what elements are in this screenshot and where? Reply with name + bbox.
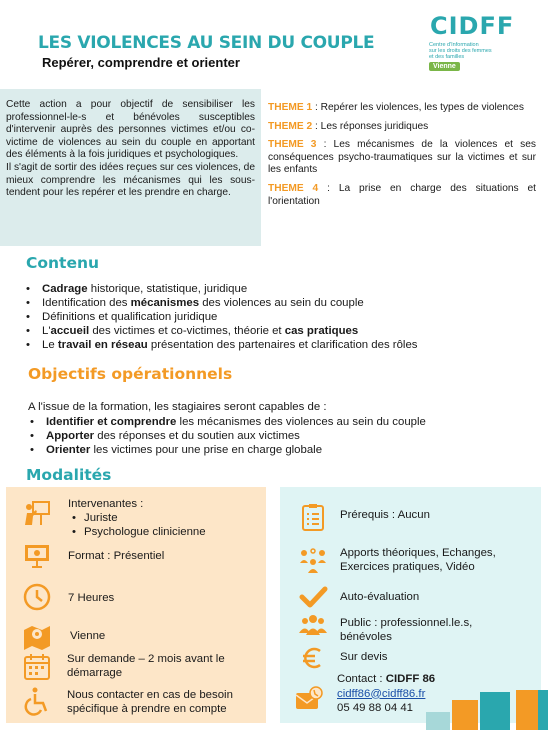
- theme-label: THEME 1: [268, 102, 313, 113]
- intro-paragraph-1: Cette action a pour objectif de sensibiliser les professionnel-le-s et bénévoles susceptibles d'intervenir auprès des personnes victimes et/ou co-victime de violences au sein du couple en apportant des éléments à la fois juridiques et psychologiques.: [6, 99, 255, 161]
- item-text: Définitions et qualification juridique: [42, 311, 218, 323]
- evaluation-text: Auto-évaluation: [340, 591, 420, 603]
- list-item: [30, 429, 426, 443]
- delai-block: [67, 652, 225, 680]
- clock-icon: [22, 582, 52, 612]
- contenu-list: [26, 282, 418, 352]
- page-subtitle: Repérer, comprendre et orienter: [42, 55, 240, 70]
- wheelchair-icon: [22, 686, 52, 716]
- item-text: présentation des partenaires et clarification des rôles: [147, 339, 418, 351]
- lieu-text: Vienne: [70, 630, 106, 642]
- contenu-heading: Contenu: [26, 254, 100, 272]
- contact-name: CIDFF 86: [385, 673, 436, 685]
- list-item: [26, 324, 418, 338]
- group-exchange-icon: [298, 545, 328, 575]
- item-bold: cas pratiques: [284, 325, 359, 337]
- intervenantes-label: Intervenantes :: [68, 498, 144, 510]
- checklist-icon: [298, 502, 328, 532]
- delai-line-1: Sur demande – 2 mois avant le: [67, 653, 225, 665]
- theme-label: THEME 4: [268, 182, 319, 194]
- decorative-bars: [420, 690, 548, 730]
- theme-item: [268, 183, 536, 208]
- list-item: [26, 282, 418, 296]
- public-line-2: bénévoles: [340, 631, 392, 643]
- intro-box: [0, 89, 261, 246]
- theme-sep: :: [312, 120, 321, 132]
- apports-block: [340, 546, 496, 574]
- theme-text: Les réponses juridiques: [320, 120, 429, 132]
- list-item: [26, 310, 418, 324]
- public-line-1: Public : professionnel.le.s,: [340, 617, 473, 629]
- modalites-heading: Modalités: [26, 466, 112, 484]
- logo-wordmark: CIDFF: [430, 12, 515, 40]
- list-item: • Juriste: [68, 511, 206, 525]
- contact-line: [337, 672, 435, 687]
- intervenantes-block: [68, 497, 206, 539]
- logo-tagline-1: Centre d'Information: [429, 42, 479, 48]
- contact-icon: [294, 685, 324, 715]
- duree-text: 7 Heures: [68, 592, 115, 604]
- theme-text: Les mécanismes de la violences et ses conséquences psycho-traumatiques sur la victimes et sur les enfants: [268, 139, 536, 176]
- theme-text: Repérer les violences, les types de violences: [320, 102, 524, 113]
- item-text: L': [42, 325, 51, 337]
- theme-item: [268, 139, 536, 177]
- objectifs-list: [30, 415, 426, 457]
- format-text: Format : Présentiel: [68, 550, 165, 562]
- calendar-icon: [22, 652, 52, 682]
- logo-tagline-2: sur les droits des femmes: [429, 48, 492, 54]
- contact-phone: 05 49 88 04 41: [337, 702, 414, 714]
- theme-label: THEME 3: [268, 139, 317, 151]
- list-item: [30, 443, 426, 457]
- item-bold: accueil: [50, 325, 90, 337]
- theme-sep: :: [312, 102, 321, 113]
- item-text: les mécanismes des violences au sein du couple: [176, 416, 426, 428]
- item-bold: Orienter: [46, 444, 91, 456]
- handicap-line-2: spécifique à prendre en compte: [67, 703, 227, 715]
- list-item: [26, 296, 418, 310]
- item-bold: Cadrage: [42, 283, 88, 295]
- list-item: [26, 338, 418, 352]
- themes-list: [268, 102, 536, 214]
- item-bold: mécanismes: [130, 297, 200, 309]
- list-item: • Psychologue clinicienne: [68, 525, 206, 539]
- apports-line-1: Apports théoriques, Echanges,: [340, 547, 496, 559]
- item-text: des violences au sein du couple: [199, 297, 364, 309]
- handicap-block: [67, 688, 233, 716]
- euro-icon: [298, 643, 328, 673]
- page-title: LES VIOLENCES AU SEIN DU COUPLE: [38, 33, 375, 53]
- item-bold: Apporter: [46, 430, 95, 442]
- item-text: Identification des: [42, 297, 131, 309]
- people-icon: [298, 611, 328, 641]
- item-bold: Identifier et comprendre: [46, 416, 177, 428]
- theme-item: [268, 102, 536, 115]
- handicap-line-1: Nous contacter en cas de besoin: [67, 689, 233, 701]
- contact-email-link[interactable]: cidff86@cidff86.fr: [337, 687, 426, 700]
- map-pin-icon: [22, 620, 52, 650]
- checkmark-icon: [298, 582, 328, 612]
- theme-text: La prise en charge des situations et l'orientation: [268, 182, 536, 207]
- item-text: les victimes pour une prise en charge globale: [90, 444, 323, 456]
- list-item: [30, 415, 426, 429]
- theme-sep: :: [318, 182, 339, 194]
- contact-label: Contact :: [337, 673, 386, 685]
- presenter-icon: [22, 498, 52, 528]
- presentation-board-icon: [22, 540, 52, 570]
- item-text: des réponses et du soutien aux victimes: [94, 430, 300, 442]
- intro-paragraph-2: Il s'agit de sortir des idées reçues sur ces violences, de mieux comprendre les mécanismes qui les sous-tendent pour les repérer et les prendre en charge.: [6, 161, 255, 199]
- theme-label: THEME 2: [268, 120, 313, 132]
- logo-badge: Vienne: [429, 62, 460, 71]
- item-text: des victimes et co-victimes, théorie et: [89, 325, 285, 337]
- theme-item: [268, 121, 536, 134]
- item-text: Le: [42, 339, 58, 351]
- apports-line-2: Exercices pratiques, Vidéo: [340, 561, 475, 573]
- tarif-text: Sur devis: [340, 651, 388, 663]
- objectifs-intro: A l'issue de la formation, les stagiaires seront capables de :: [28, 401, 327, 413]
- logo-tagline-3: et des familles: [429, 54, 465, 60]
- delai-line-2: démarrage: [67, 667, 123, 679]
- item-text: historique, statistique, juridique: [87, 283, 248, 295]
- objectifs-heading: Objectifs opérationnels: [28, 365, 233, 383]
- intervenantes-list: [68, 511, 206, 539]
- prerequis-text: Prérequis : Aucun: [340, 509, 430, 521]
- theme-sep: :: [316, 139, 334, 151]
- cidff-logo: [426, 12, 536, 76]
- item-bold: travail en réseau: [57, 339, 148, 351]
- public-block: [340, 616, 472, 644]
